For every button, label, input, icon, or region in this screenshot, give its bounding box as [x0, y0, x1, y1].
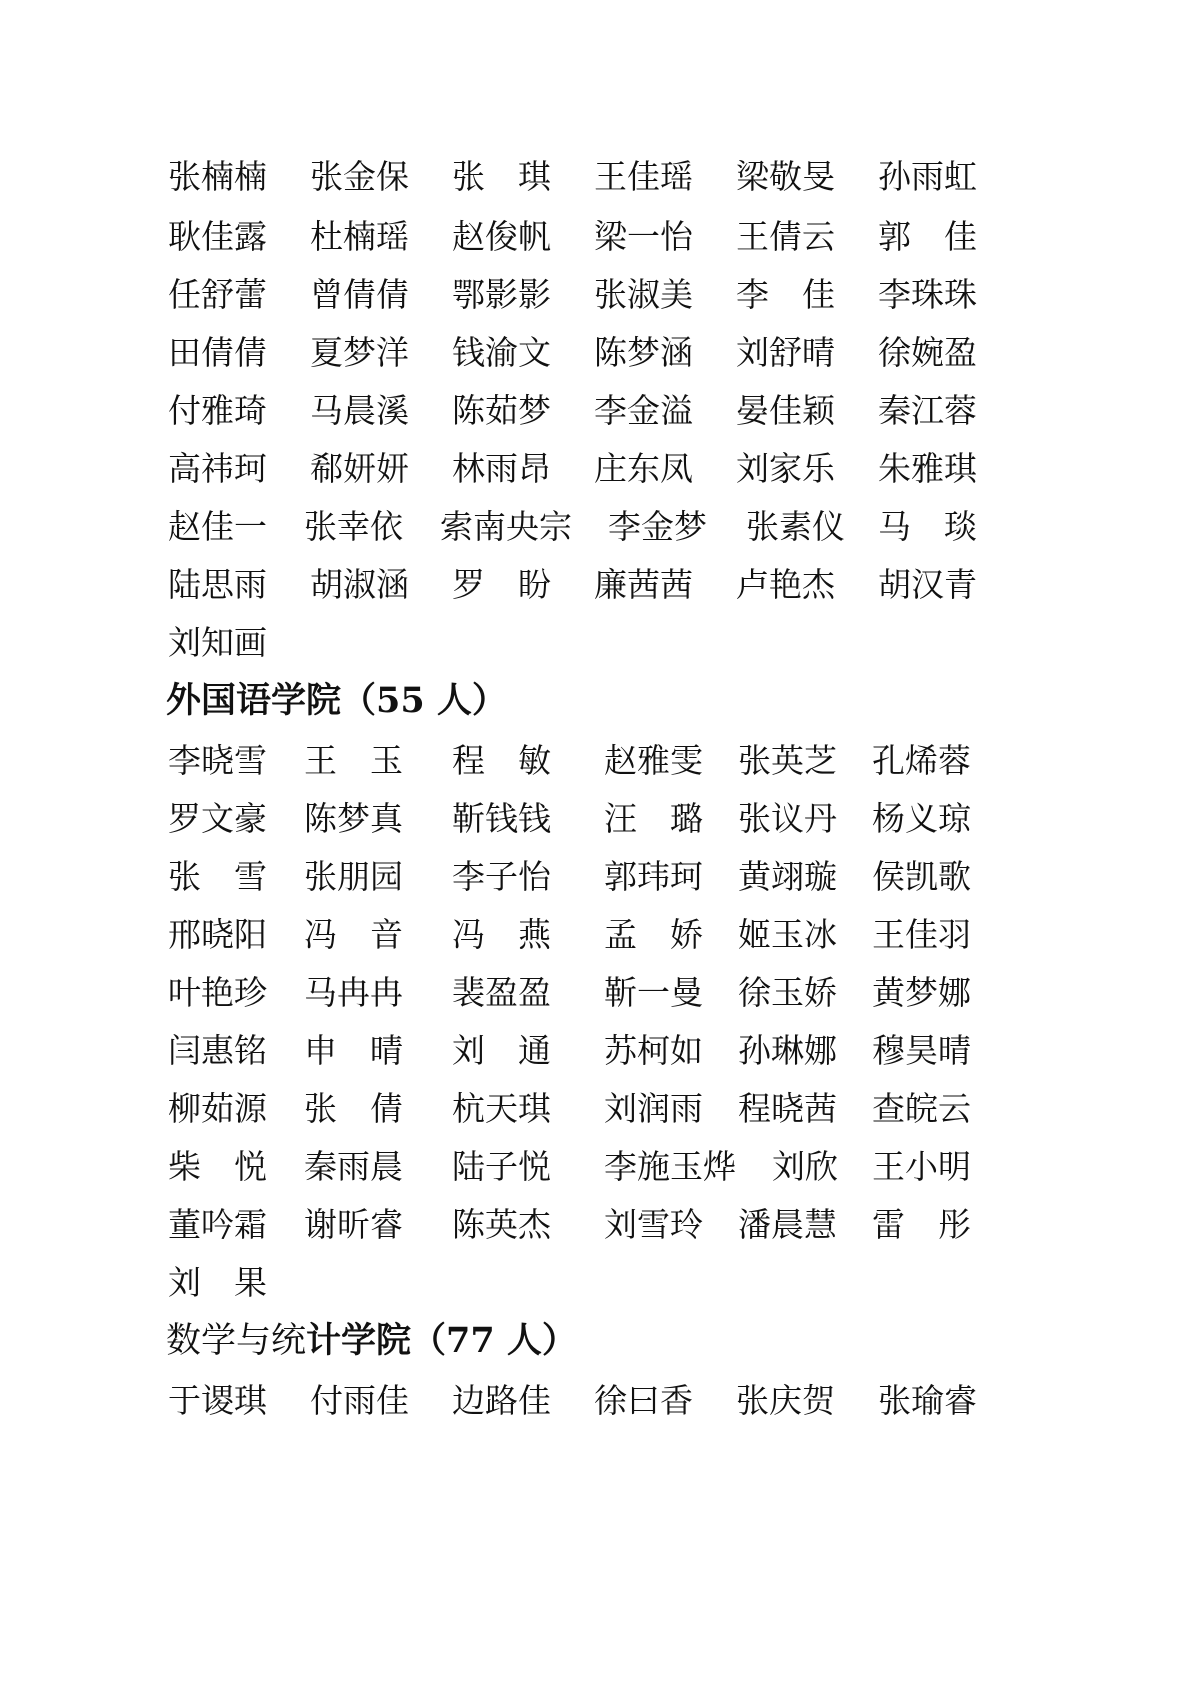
name-cell: 汪 璐: [604, 799, 703, 838]
name-cell: 黄梦娜: [872, 973, 971, 1012]
name-cell: 李 佳: [736, 275, 835, 314]
name-row: [168, 846, 1048, 908]
name-cell: 任舒蕾: [168, 275, 267, 314]
name-cell: 秦雨晨: [304, 1147, 403, 1186]
name-cell: 李金溢: [594, 391, 693, 430]
name-cell: 陈梦真: [304, 799, 403, 838]
name-cell: 程晓茜: [738, 1089, 837, 1128]
name-cell: 张楠楠: [168, 157, 267, 196]
name-cell: 朱雅琪: [878, 449, 977, 488]
name-row: [168, 788, 1048, 850]
name-cell: 董吟霜: [168, 1205, 267, 1244]
name-cell: 王 玉: [304, 741, 403, 780]
name-cell: 张 倩: [304, 1089, 403, 1128]
name-cell: 于谡琪: [168, 1381, 267, 1420]
name-cell: 赵俊帆: [452, 217, 551, 256]
name-cell: 秦江蓉: [878, 391, 977, 430]
name-cell: 郗妍妍: [310, 449, 409, 488]
name-cell: 索南央宗: [440, 507, 572, 546]
name-cell: 刘雪玲: [604, 1205, 703, 1244]
name-cell: 高祎珂: [168, 449, 267, 488]
name-cell: 冯 燕: [452, 915, 551, 954]
name-cell: 晏佳颖: [736, 391, 835, 430]
name-cell: 李晓雪: [168, 741, 267, 780]
name-cell: 王佳瑶: [594, 157, 693, 196]
section-heading-math-statistics: [166, 1310, 577, 1372]
name-cell: 付雨佳: [310, 1381, 409, 1420]
name-cell: 孔烯蓉: [872, 741, 971, 780]
name-cell: 靳钱钱: [452, 799, 551, 838]
name-cell: 张英芝: [738, 741, 837, 780]
name-row: [168, 1252, 1048, 1314]
name-cell: 陈梦涵: [594, 333, 693, 372]
name-cell: 付雅琦: [168, 391, 267, 430]
name-row: [168, 962, 1048, 1024]
name-cell: 柳茹源: [168, 1089, 267, 1128]
name-cell: 张瑜睿: [878, 1381, 977, 1420]
name-cell: 王倩云: [736, 217, 835, 256]
name-cell: 田倩倩: [168, 333, 267, 372]
name-cell: 杜楠瑶: [310, 217, 409, 256]
name-cell: 曾倩倩: [310, 275, 409, 314]
name-row: [168, 1136, 1048, 1198]
name-cell: 王佳羽: [872, 915, 971, 954]
name-cell: 刘润雨: [604, 1089, 703, 1128]
name-cell: 边路佳: [452, 1381, 551, 1420]
name-cell: 郭玮珂: [604, 857, 703, 896]
name-cell: 刘 果: [168, 1263, 267, 1302]
name-cell: 叶艳珍: [168, 973, 267, 1012]
name-cell: 刘知画: [168, 623, 267, 662]
name-cell: 刘 通: [452, 1031, 551, 1070]
name-cell: 罗文豪: [168, 799, 267, 838]
name-cell: 柴 悦: [168, 1147, 267, 1186]
name-row: [168, 1194, 1048, 1256]
section-heading-foreign-languages: 外国语学院（55 人）: [166, 680, 507, 721]
name-row: [168, 904, 1048, 966]
name-cell: 孙雨虹: [878, 157, 977, 196]
name-cell: 靳一曼: [604, 973, 703, 1012]
name-cell: 张淑美: [594, 275, 693, 314]
name-cell: 耿佳露: [168, 217, 267, 256]
name-cell: 张金保: [310, 157, 409, 196]
name-cell: 潘晨慧: [738, 1205, 837, 1244]
name-cell: 廉茜茜: [594, 565, 693, 604]
name-cell: 梁敬旻: [736, 157, 835, 196]
name-cell: 胡淑涵: [310, 565, 409, 604]
name-row: [168, 612, 1048, 674]
name-cell: 张朋园: [304, 857, 403, 896]
name-cell: 谢昕睿: [304, 1205, 403, 1244]
name-row: [168, 322, 1048, 384]
name-row: [168, 1020, 1048, 1082]
name-cell: 马晨溪: [310, 391, 409, 430]
name-cell: 查皖云: [872, 1089, 971, 1128]
name-cell: 梁一怡: [594, 217, 693, 256]
name-cell: 郭 佳: [878, 217, 977, 256]
heading-part: 计学院（77 人）: [306, 1320, 577, 1361]
name-cell: 徐婉盈: [878, 333, 977, 372]
name-cell: 李珠珠: [878, 275, 977, 314]
name-cell: 申 晴: [304, 1031, 403, 1070]
name-cell: 孙琳娜: [738, 1031, 837, 1070]
name-cell: 赵佳一: [168, 507, 267, 546]
name-row: [168, 554, 1048, 616]
name-cell: 刘欣: [772, 1147, 838, 1186]
name-cell: 夏梦洋: [310, 333, 409, 372]
name-cell: 鄂影影: [452, 275, 551, 314]
name-cell: 侯凯歌: [872, 857, 971, 896]
name-cell: 闫惠铭: [168, 1031, 267, 1070]
name-cell: 陈英杰: [452, 1205, 551, 1244]
name-cell: 胡汉青: [878, 565, 977, 604]
name-row: [168, 264, 1048, 326]
name-cell: 陆子悦: [452, 1147, 551, 1186]
name-row: [168, 1370, 1048, 1432]
name-cell: 庄东凤: [594, 449, 693, 488]
name-cell: 卢艳杰: [736, 565, 835, 604]
name-cell: 黄翊璇: [738, 857, 837, 896]
name-cell: 陈茹梦: [452, 391, 551, 430]
name-row: [168, 496, 1048, 558]
name-cell: 马 琰: [878, 507, 977, 546]
name-cell: 李子怡: [452, 857, 551, 896]
name-row: [168, 146, 1048, 208]
name-cell: 刘家乐: [736, 449, 835, 488]
name-cell: 裴盈盈: [452, 973, 551, 1012]
name-cell: 徐玉娇: [738, 973, 837, 1012]
name-row: [168, 438, 1048, 500]
name-cell: 张 琪: [452, 157, 551, 196]
name-cell: 张素仪: [746, 507, 845, 546]
name-cell: 苏柯如: [604, 1031, 703, 1070]
name-cell: 杨义琼: [872, 799, 971, 838]
name-cell: 王小明: [872, 1147, 971, 1186]
name-cell: 冯 音: [304, 915, 403, 954]
name-cell: 孟 娇: [604, 915, 703, 954]
name-cell: 张议丹: [738, 799, 837, 838]
heading-part: 数学与统: [166, 1321, 307, 1361]
name-cell: 张幸依: [304, 507, 403, 546]
name-cell: 刘舒晴: [736, 333, 835, 372]
name-cell: 雷 彤: [872, 1205, 971, 1244]
name-cell: 程 敏: [452, 741, 551, 780]
name-cell: 张庆贺: [736, 1381, 835, 1420]
name-cell: 陆思雨: [168, 565, 267, 604]
name-cell: 林雨昂: [452, 449, 551, 488]
name-cell: 赵雅雯: [604, 741, 703, 780]
name-cell: 杭天琪: [452, 1089, 551, 1128]
name-cell: 李施玉烨: [604, 1147, 736, 1186]
name-row: [168, 1078, 1048, 1140]
name-row: [168, 730, 1048, 792]
name-cell: 徐曰香: [594, 1381, 693, 1420]
name-cell: 穆昊晴: [872, 1031, 971, 1070]
name-cell: 姬玉冰: [738, 915, 837, 954]
name-cell: 钱渝文: [452, 333, 551, 372]
name-row: [168, 206, 1048, 268]
name-cell: 罗 盼: [452, 565, 551, 604]
name-cell: 张 雪: [168, 857, 267, 896]
name-cell: 邢晓阳: [168, 915, 267, 954]
name-cell: 马冉冉: [304, 973, 403, 1012]
name-row: [168, 380, 1048, 442]
name-cell: 李金梦: [608, 507, 707, 546]
